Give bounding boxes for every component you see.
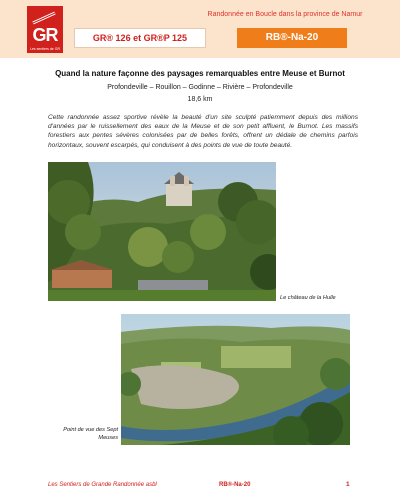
viewpoint-photo	[121, 314, 350, 445]
footer-organization: Les Sentiers de Grande Randonnée asbl	[48, 482, 157, 488]
region-label: Randonnée en Boucle dans la province de Namur	[207, 11, 363, 18]
logo-subtext: Les sentiers de GR	[30, 47, 60, 51]
page-title: Quand la nature façonne des paysages remarquables entre Meuse et Burnot	[55, 69, 345, 78]
gr-logo	[27, 6, 63, 53]
flag-icon	[31, 10, 57, 26]
chateau-photo	[48, 162, 276, 301]
intro-paragraph: Cette randonnée assez sportive révèle la beauté d'un site sculpté patiemment depuis des millions d'années par le ruissellement des eaux de la Meuse et de son petit affluent, le Burnot. Les massifs forestiers aux pentes sévères colonisées par de belles forêts, offrent un dédale de chemins parfois horizontaux, souvent escarpés, qui conduisent à des points de vue de toute beauté.	[48, 114, 358, 149]
logo-text: GR	[32, 25, 58, 45]
route-villages: Profondeville – Rouillon – Godinne – Rivière – Profondeville	[107, 84, 293, 91]
photo-caption: Point de vue des Sept Meuses	[63, 427, 118, 441]
page-header	[0, 0, 400, 58]
rb-code-badge: RB®-Na-20	[237, 28, 347, 48]
route-distance: 18,6 km	[187, 96, 213, 103]
gr-route-label: GR® 126 et GR®P 125	[74, 28, 206, 48]
page-number: 1	[346, 481, 350, 488]
photo-caption: Le château de la Hulle	[280, 295, 336, 301]
footer-code: RB®-Na-20	[219, 482, 251, 488]
